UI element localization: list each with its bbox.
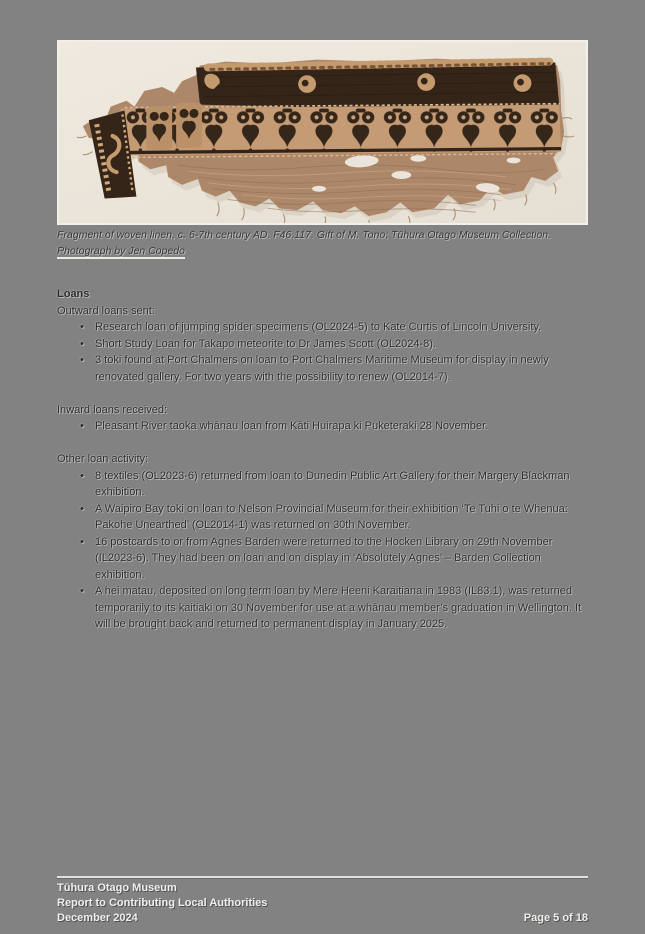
bullet-glyph: • [80, 420, 84, 432]
figure-caption [57, 227, 591, 259]
loan-item-text: Research loan of jumping spider specimens (OL2024-5) to Kate Curtis of Lincoln University. [95, 321, 542, 333]
footer-date: December 2024 [57, 912, 138, 924]
loan-item-text: 3 toki found at Port Chalmers on loan to Port Chalmers Maritime Museum for display in newly renovated gallery. For two years with the possibility to renew (OL2014-7). [95, 354, 549, 383]
textile-photo [57, 40, 588, 225]
loan-list-item [57, 336, 588, 353]
footer-organisation: Tūhura Otago Museum [57, 882, 177, 894]
loan-list-item [57, 534, 588, 584]
caption-line-1: Fragment of woven linen, c. 6-7th century AD. F46.117. Gift of M. Tono; Tūhura Otago Museum Collection. [57, 229, 551, 241]
loan-item-text: Short Study Loan for Takapo meteorite to Dr James Scott (OL2024-8). [95, 337, 436, 350]
inward-loans-list [57, 418, 588, 435]
bullet-glyph: • [80, 585, 84, 597]
page-footer [57, 881, 588, 926]
bullet-glyph: • [80, 354, 84, 366]
bullet-glyph: • [80, 535, 84, 548]
loan-list-item [57, 418, 588, 435]
footer-bottom-row [57, 911, 588, 926]
loan-item-text: 8 textiles (OL2023-6) returned from loan to Dunedin Public Art Gallery for their Margery Blackman exhibition. [95, 469, 570, 498]
bullet-glyph: • [80, 502, 84, 515]
loan-list-item [57, 468, 588, 501]
document-body [57, 286, 588, 649]
loan-list-item [57, 583, 588, 633]
loan-item-text: Pleasant River taoka whānau loan from Kāti Huirapa ki Puketeraki 28 November. [95, 420, 489, 432]
outward-loans-list [57, 319, 588, 385]
loan-item-text: 16 postcards to or from Agnes Barden were returned to the Hocken Library on 29th November (IL2023-6). They had been on loan and on display in ‘Absolutely Agnes’ – Barden Collection exhibition. [95, 535, 553, 581]
footer-divider [57, 876, 588, 878]
other-loan-activity-list [57, 468, 588, 633]
loan-list-item [57, 501, 588, 534]
inward-loans-label: Inward loans received: [57, 403, 168, 416]
page-number: Page 5 of 18 [523, 912, 588, 924]
bullet-glyph: • [80, 321, 84, 333]
caption-line-2: Photograph by Jen Copedo [57, 245, 185, 257]
loan-item-text: A hei matau, deposited on long term loan by Mere Heeni Karaitiana in 1983 (IL83.1), was returned temporarily to its kaitiaki on 30 November for use at a whānau member’s graduation in Wellington. It will be brought back and returned to permanent display in January 2025. [95, 585, 582, 630]
footer-report-title: Report to Contributing Local Authorities [57, 897, 268, 909]
woven-linen-image [59, 42, 586, 223]
bullet-glyph: • [80, 337, 84, 350]
loan-list-item [57, 352, 588, 385]
other-loan-activity-label: Other loan activity: [57, 453, 149, 465]
loan-list-item [57, 319, 588, 336]
loans-heading: Loans [57, 288, 90, 300]
outward-loans-label: Outward loans sent: [57, 304, 155, 317]
loan-item-text: A Waipiro Bay toki on loan to Nelson Provincial Museum for their exhibition ‘Te Tuhi o te Whenua: Pakohe Unearthed’ (OL2014-1) was returned on 30th November. [95, 502, 568, 531]
bullet-glyph: • [80, 469, 84, 482]
